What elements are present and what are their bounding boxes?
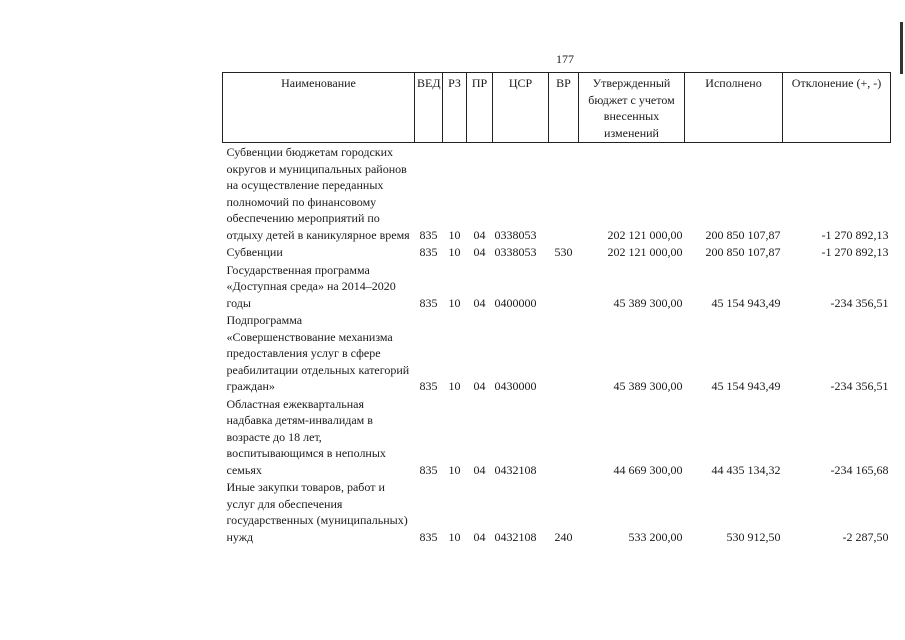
row-executed: 44 435 134,32 (711, 462, 781, 477)
row-name: Государственная программа «Доступная среда» на 2014–2020 годы (226, 262, 396, 310)
table-row (223, 311, 891, 395)
row-name: Иные закупки товаров, работ и услуг для обеспечения государственных (муниципальных) нужд (226, 480, 408, 544)
row-csr: 0430000 (494, 379, 537, 393)
table-row (223, 261, 891, 312)
row-name: Областная ежеквартальная надбавка детям-инвалидам в возрасте до 18 лет, воспитывающимся в неполных семьях (226, 396, 386, 477)
row-rz: 10 (448, 245, 461, 259)
row-vr (549, 143, 579, 244)
row-approved: 44 669 300,00 (613, 462, 683, 477)
row-name: Субвенции бюджетам городских округов и муниципальных районов на осуществление переданных полномочий по финансовому обеспечению мероприятий по отдыху детей в каникулярное время (226, 145, 410, 242)
header-csr: ЦСР (493, 73, 549, 143)
row-approved: 45 389 300,00 (613, 295, 683, 310)
header-deviation: Отклонение (+, -) (783, 73, 891, 143)
row-vr: 530 (554, 245, 573, 259)
table-row (223, 478, 891, 545)
row-rz: 10 (448, 295, 461, 310)
row-ved: 835 (419, 462, 438, 477)
row-csr: 0400000 (494, 295, 537, 310)
row-pr: 04 (473, 295, 486, 310)
row-approved: 202 121 000,00 (607, 227, 683, 242)
row-deviation: -234 165,68 (830, 462, 889, 477)
row-ved: 835 (419, 379, 438, 393)
header-executed: Исполнено (685, 73, 783, 143)
row-rz: 10 (448, 462, 461, 477)
scan-edge-mark (900, 22, 903, 74)
row-pr: 04 (473, 529, 486, 544)
row-pr: 04 (473, 245, 486, 259)
row-executed: 530 912,50 (726, 529, 781, 544)
row-csr: 0338053 (494, 227, 537, 242)
row-executed: 200 850 107,87 (705, 245, 781, 259)
row-vr (549, 261, 579, 312)
header-rz: РЗ (443, 73, 467, 143)
row-executed: 45 154 943,49 (711, 295, 781, 310)
row-approved: 533 200,00 (628, 529, 683, 544)
page-number: 177 (556, 52, 574, 66)
header-approved-budget: Утвержденный бюджет с учетом внесенных изменений (579, 73, 685, 143)
table-row (223, 143, 891, 244)
row-rz: 10 (448, 379, 461, 393)
header-ved: ВЕД (415, 73, 443, 143)
row-pr: 04 (473, 462, 486, 477)
row-csr: 0432108 (494, 462, 537, 477)
row-ved: 835 (419, 227, 438, 242)
row-vr: 240 (554, 529, 573, 544)
row-rz: 10 (448, 529, 461, 544)
row-executed: 200 850 107,87 (705, 227, 781, 242)
header-name: Наименование (223, 73, 415, 143)
header-pr: ПР (467, 73, 493, 143)
row-executed: 45 154 943,49 (711, 379, 781, 393)
table-header (223, 73, 891, 143)
table-row (223, 243, 891, 261)
row-vr (549, 395, 579, 479)
row-deviation: -1 270 892,13 (821, 245, 889, 259)
row-pr: 04 (473, 227, 486, 242)
row-name: Субвенции (226, 245, 283, 259)
row-csr: 0432108 (494, 529, 537, 544)
table-body (223, 143, 891, 546)
table-row (223, 395, 891, 479)
row-deviation: -1 270 892,13 (821, 227, 889, 242)
row-rz: 10 (448, 227, 461, 242)
row-pr: 04 (473, 379, 486, 393)
header-vr: ВР (549, 73, 579, 143)
row-approved: 202 121 000,00 (607, 245, 683, 259)
row-deviation: -2 287,50 (842, 529, 889, 544)
row-ved: 835 (419, 529, 438, 544)
budget-execution-table (222, 72, 891, 545)
row-approved: 45 389 300,00 (613, 379, 683, 393)
row-ved: 835 (419, 295, 438, 310)
row-csr: 0338053 (494, 245, 537, 259)
row-name: Подпрограмма «Совершенствование механизма предоставления услуг в сфере реабилитации отдельных категорий граждан» (226, 313, 410, 393)
row-ved: 835 (419, 245, 438, 259)
row-deviation: -234 356,51 (830, 295, 889, 310)
row-deviation: -234 356,51 (830, 379, 889, 393)
row-vr (549, 311, 579, 395)
